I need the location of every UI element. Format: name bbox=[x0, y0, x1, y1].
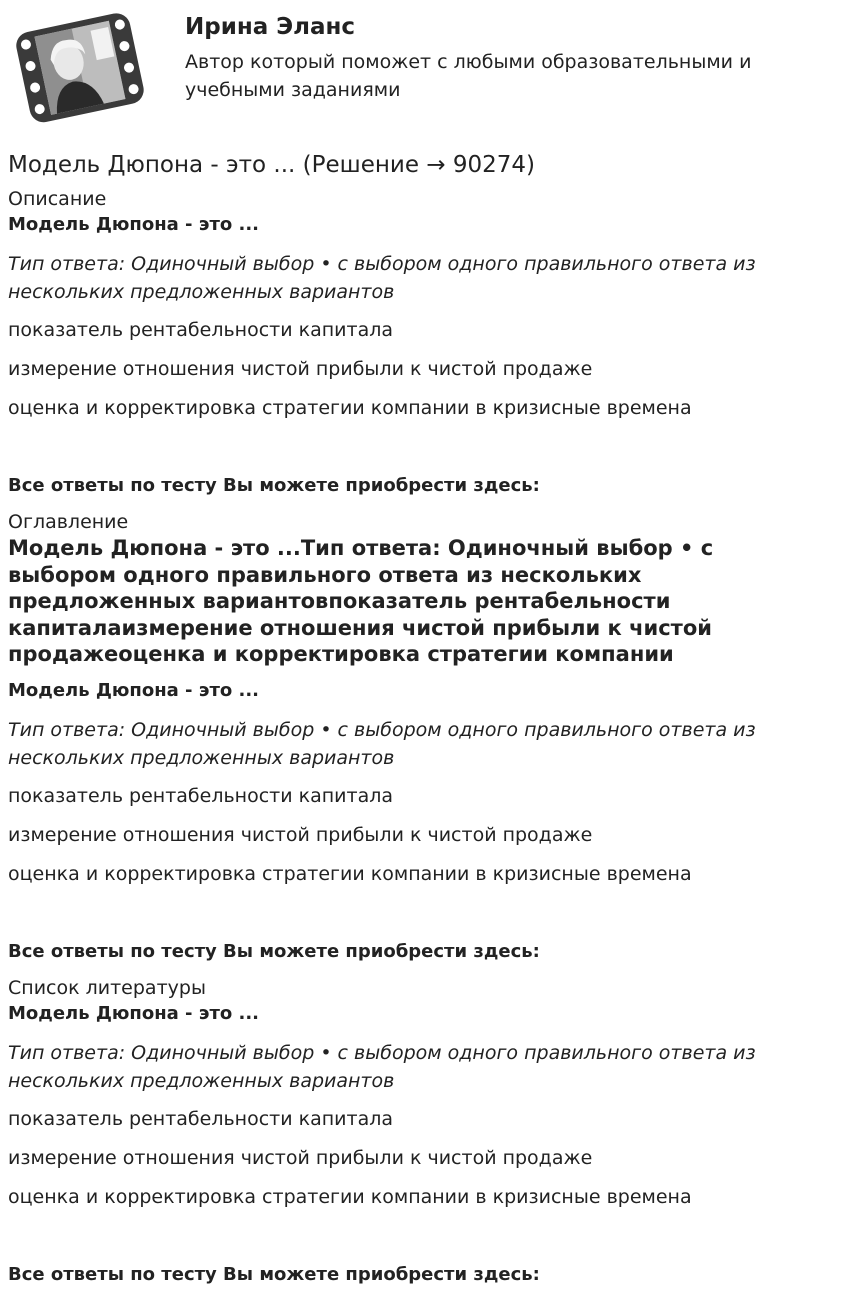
author-description: Автор который поможет с любыми образовательными и учебными заданиями bbox=[185, 51, 752, 101]
spacer bbox=[8, 433, 808, 473]
answer-option: показатель рентабельности капитала bbox=[8, 784, 394, 807]
page-title: Модель Дюпона - это ... (Решение → 90274) bbox=[8, 152, 536, 178]
answer-type: Тип ответа: Одиночный выбор • с выбором одного правильного ответа из нескольких предложенных вариантов bbox=[8, 718, 756, 769]
answer-option: оценка и корректировка стратегии компании в кризисные времена bbox=[8, 397, 692, 419]
spacer bbox=[8, 899, 808, 939]
answer-type: Тип ответа: Одиночный выбор • с выбором одного правильного ответа из нескольких предложенных вариантов bbox=[8, 1041, 756, 1092]
question-title: Модель Дюпона - это ... bbox=[8, 679, 260, 701]
question-title: Модель Дюпона - это ... bbox=[8, 214, 260, 235]
toc-heading: Модель Дюпона - это ...Тип ответа: Одиночный выбор • с выбором одного правильного ответа из нескольких предложенных вариантовпоказатель рентабельности капиталаизмерение отношения чистой прибыли к чистой продажеоценка и корректировка стратегии компании bbox=[8, 536, 714, 666]
bibliography-section bbox=[8, 975, 808, 1288]
spacer bbox=[8, 1222, 808, 1262]
author-name[interactable]: Ирина Эланс bbox=[185, 14, 356, 40]
buy-answers-text: Все ответы по тесту Вы можете приобрести здесь: bbox=[8, 475, 540, 496]
answer-option: оценка и корректировка стратегии компании в кризисные времена bbox=[8, 1185, 692, 1208]
answer-option: показатель рентабельности капитала bbox=[8, 1107, 394, 1130]
question-title: Модель Дюпона - это ... bbox=[8, 1002, 260, 1024]
avatar[interactable] bbox=[8, 8, 150, 128]
answer-type: Тип ответа: Одиночный выбор • с выбором одного правильного ответа из нескольких предложенных вариантов bbox=[8, 253, 756, 303]
buy-answers-text: Все ответы по тесту Вы можете приобрести здесь: bbox=[8, 940, 540, 962]
film-reel-avatar-image bbox=[8, 8, 150, 128]
toc-section bbox=[8, 509, 808, 965]
answer-option: измерение отношения чистой прибыли к чистой продаже bbox=[8, 823, 593, 846]
buy-answers-text: Все ответы по тесту Вы можете приобрести здесь: bbox=[8, 1263, 540, 1285]
author-card bbox=[8, 8, 838, 128]
description-section bbox=[8, 186, 808, 499]
section-label: Список литературы bbox=[8, 976, 206, 999]
answer-option: показатель рентабельности капитала bbox=[8, 319, 394, 341]
section-label: Оглавление bbox=[8, 511, 129, 533]
answer-option: измерение отношения чистой прибыли к чистой продаже bbox=[8, 1146, 593, 1169]
answer-option: измерение отношения чистой прибыли к чистой продаже bbox=[8, 358, 593, 380]
section-label: Описание bbox=[8, 188, 107, 210]
author-info bbox=[185, 12, 825, 104]
answer-option: оценка и корректировка стратегии компании в кризисные времена bbox=[8, 862, 692, 885]
main-content bbox=[8, 148, 808, 1298]
